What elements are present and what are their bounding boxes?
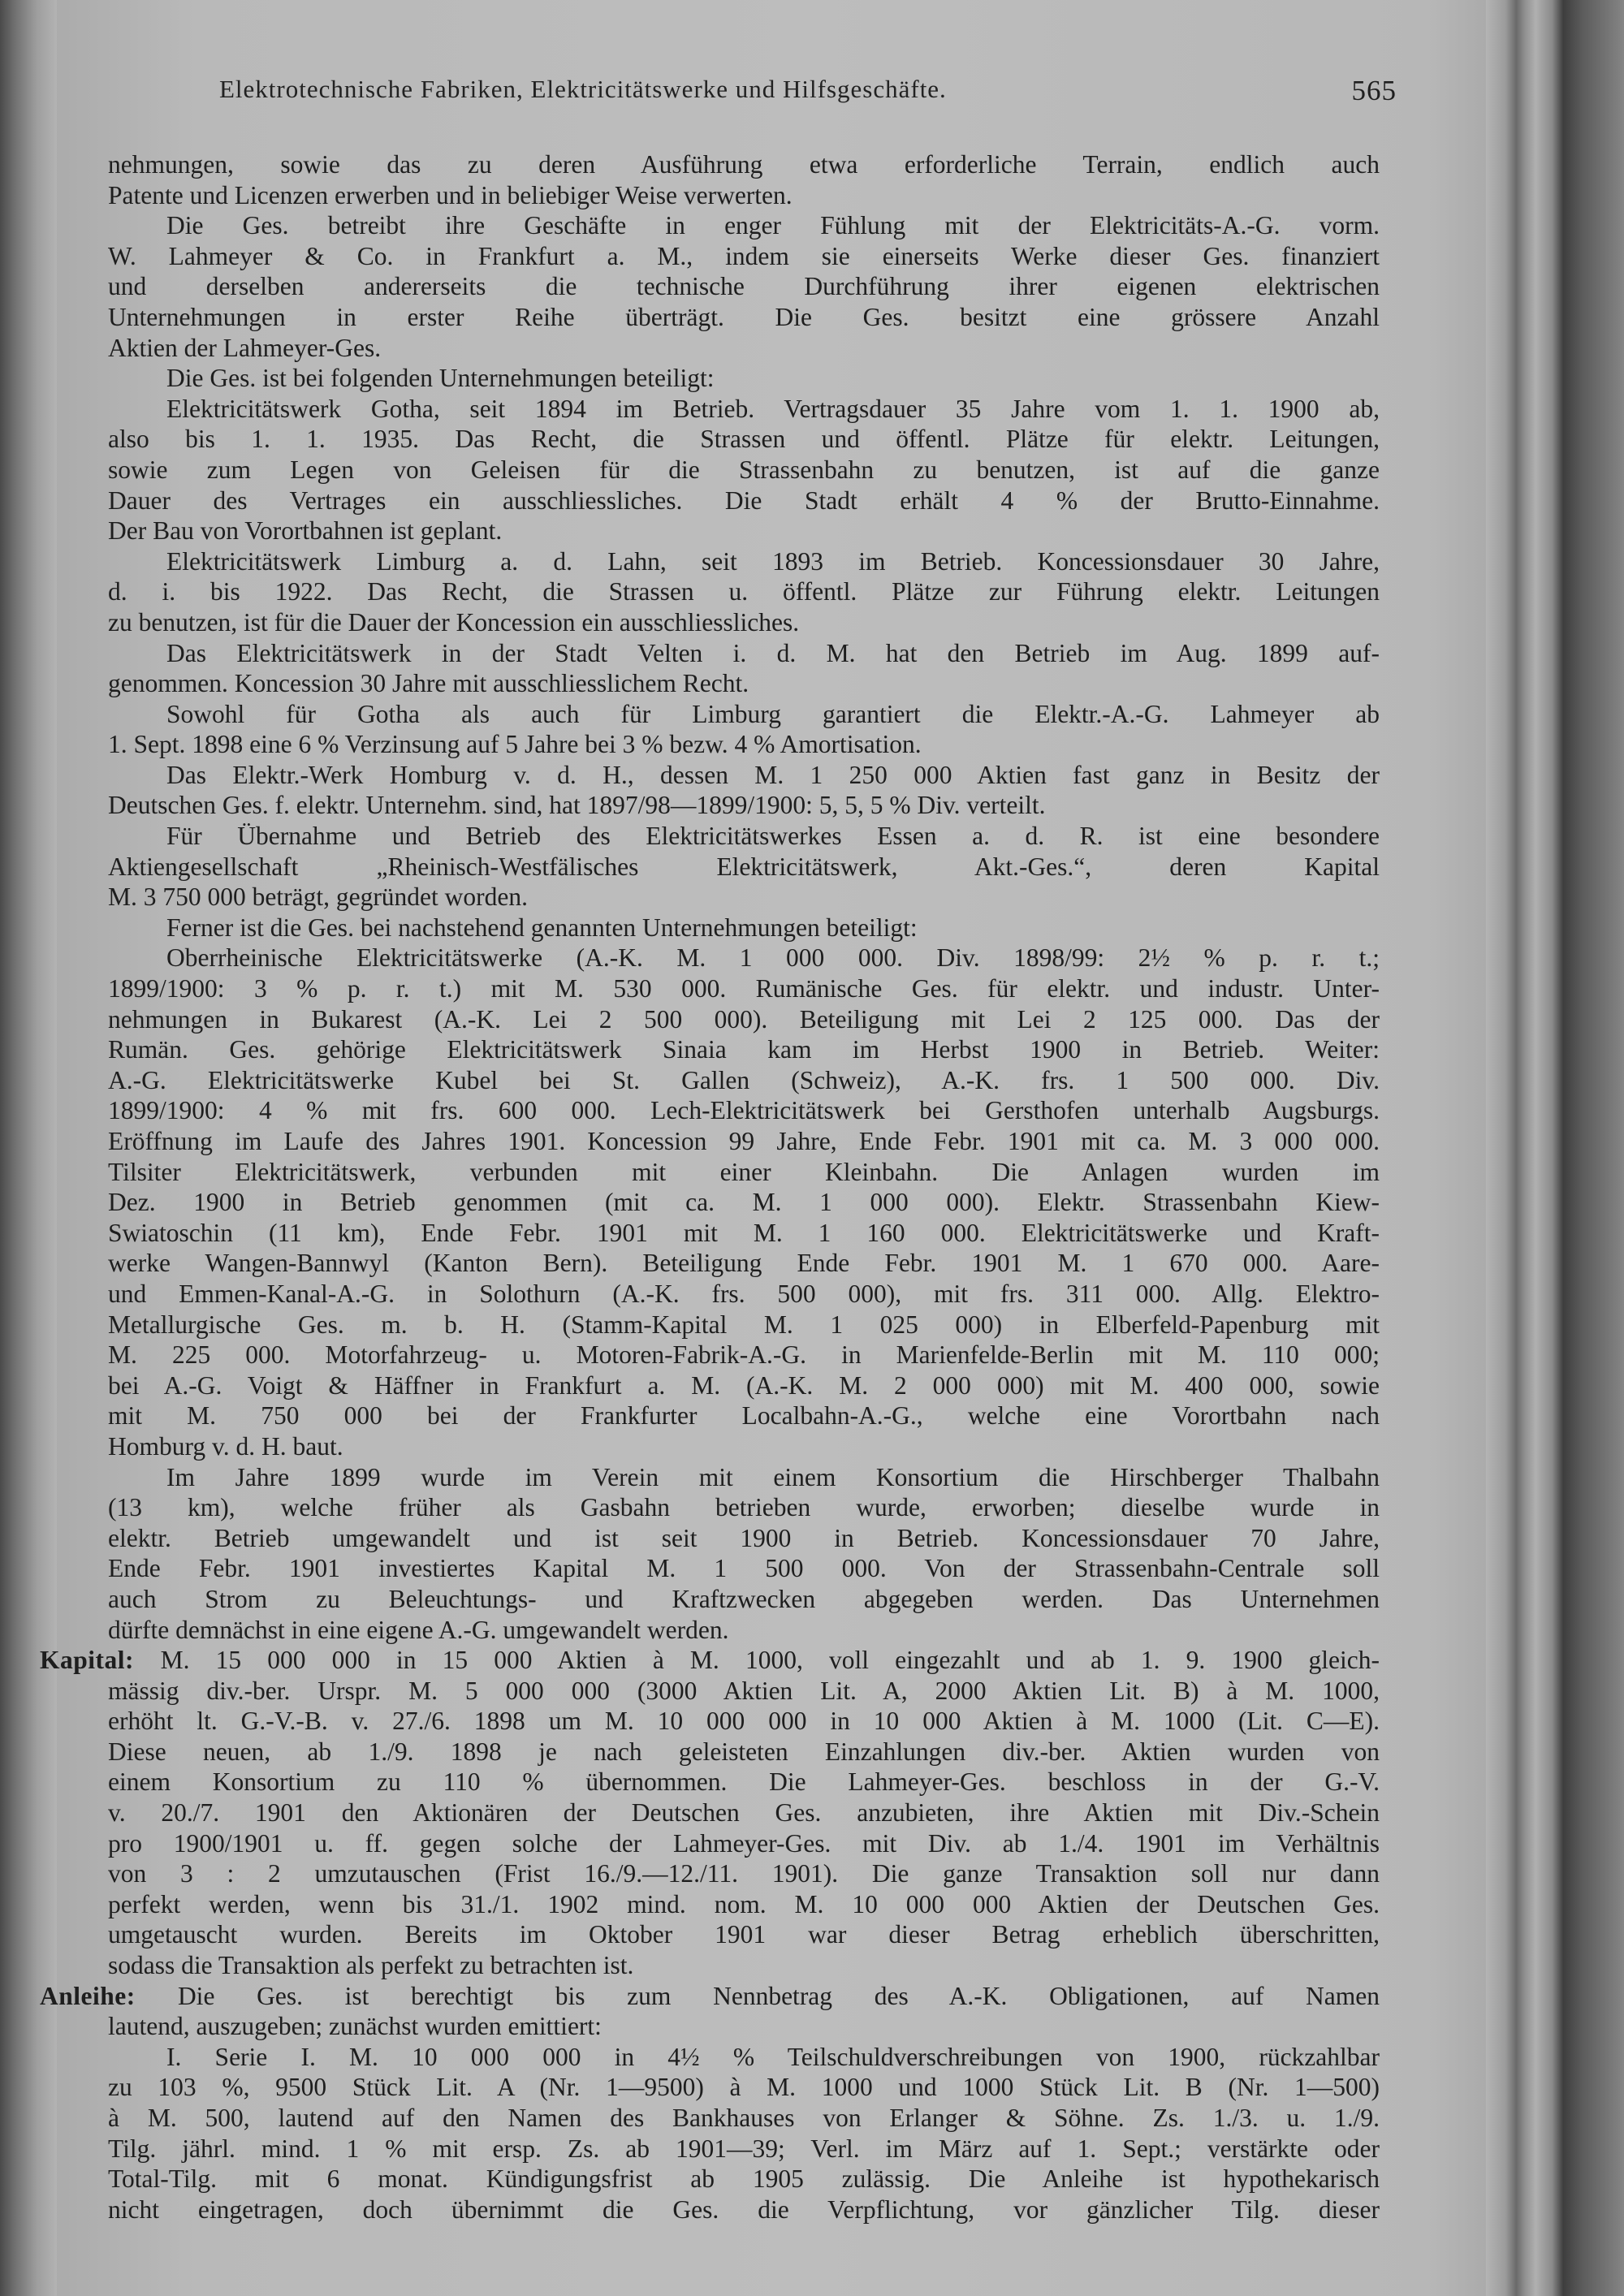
line-text: Dauer des Vertrages ein ausschliessliches. Die Stadt erhält 4 % der Brutto-Einnahme.: [108, 486, 1380, 515]
text-line: [108, 1400, 1380, 1431]
line-text: Patente und Licenzen erwerben und in beliebiger Weise verwerten.: [108, 180, 793, 209]
line-text: Ende Febr. 1901 investiertes Kapital M. 1 500 000. Von der Strassenbahn-Centrale soll: [108, 1554, 1380, 1583]
text-line: [108, 1706, 1380, 1737]
text-line: [108, 882, 1380, 913]
line-text: Für Übernahme und Betrieb des Elektricitätswerkes Essen a. d. R. ist eine besondere: [166, 822, 1380, 851]
line-text: Die Ges. ist bei folgenden Unternehmungen beteiligt:: [166, 364, 715, 393]
line-text: Im Jahre 1899 wurde im Verein mit einem Konsortium die Hirschberger Thalbahn: [166, 1462, 1380, 1491]
line-text: Der Bau von Vorortbahnen ist geplant.: [108, 516, 503, 546]
line-text: und Emmen-Kanal-A.-G. in Solothurn (A.-K. frs. 500 000), mit frs. 311 000. Allg. Elektro-: [108, 1279, 1380, 1308]
line-text: Deutschen Ges. f. elektr. Unternehm. sind, hat 1897/98—1899/1900: 5, 5, 5 % Div. verteilt.: [108, 791, 1046, 820]
line-text: also bis 1. 1. 1935. Das Recht, die Strassen und öffentl. Plätze für elektr. Leitungen,: [108, 425, 1380, 454]
line-text: à M. 500, lautend auf den Namen des Bankhauses von Erlanger & Söhne. Zs. 1./3. u. 1./9.: [108, 2104, 1380, 2132]
line-text: Ferner ist die Ges. bei nachstehend genannten Unternehmungen beteiligt:: [166, 913, 918, 942]
text-line: [108, 180, 1380, 211]
text-line: [108, 1615, 1380, 1646]
text-line: [108, 1767, 1380, 1798]
line-text: Diese neuen, ab 1./9. 1898 je nach geleisteten Einzahlungen div.-ber. Aktien wurden von: [108, 1737, 1380, 1766]
text-line: [108, 576, 1380, 607]
text-line: [108, 699, 1380, 730]
line-text: Das Elektricitätswerk in der Stadt Velten i. d. M. hat den Betrieb im Aug. 1899 auf-: [166, 638, 1380, 667]
line-text: I. Serie I. M. 10 000 000 in 4½ % Teilschuldverschreibungen von 1900, rückzahlbar: [166, 2042, 1380, 2071]
text-line: [108, 913, 1380, 943]
text-line: [108, 1218, 1380, 1249]
text-line: [108, 760, 1380, 791]
left-page-edge: [0, 0, 57, 2296]
line-text: auch Strom zu Beleuchtungs- und Kraftzwecken abgegeben werden. Das Unternehmen: [108, 1584, 1380, 1613]
text-line: [108, 638, 1380, 669]
text-line: [108, 2195, 1380, 2225]
line-text: genommen. Koncession 30 Jahre mit ausschliesslichem Recht.: [108, 669, 749, 698]
line-text: Tilsiter Elektricitätswerk, verbunden mit einer Kleinbahn. Die Anlagen wurden im: [108, 1157, 1380, 1186]
text-line: [108, 1584, 1380, 1615]
text-line: [108, 1950, 1380, 1981]
line-text: Metallurgische Ges. m. b. H. (Stamm-Kapital M. 1 025 000) in Elberfeld-Papenburg mit: [108, 1310, 1380, 1339]
line-text: lautend, auszugeben; zunächst wurden emittiert:: [108, 2012, 602, 2041]
line-text: und derselben andererseits die technische Durchführung ihrer eigenen elektrischen: [108, 272, 1380, 301]
text-line: [108, 1492, 1380, 1523]
text-line: [108, 1431, 1380, 1462]
page-number: 565: [1351, 75, 1397, 106]
line-text: sodass die Transaktion als perfekt zu betrachten ist.: [108, 1951, 634, 1980]
line-text: Das Elektr.-Werk Homburg v. d. H., dessen M. 1 250 000 Aktien fast ganz in Besitz der: [166, 760, 1380, 789]
text-line: [108, 149, 1380, 180]
section-label: Kapital:: [40, 1646, 161, 1675]
text-line: [108, 424, 1380, 455]
line-text: einem Konsortium zu 110 % übernommen. Die Lahmeyer-Ges. beschloss in der G.-V.: [108, 1767, 1380, 1797]
text-line: [108, 2134, 1380, 2164]
text-line: [108, 607, 1380, 638]
line-text: elektr. Betrieb umgewandelt und ist seit 1900 in Betrieb. Koncessionsdauer 70 Jahre,: [108, 1523, 1380, 1552]
line-text: erhöht lt. G.-V.-B. v. 27./6. 1898 um M. 10 000 000 in 10 000 Aktien à M. 1000 (Lit. C—E).: [108, 1707, 1380, 1736]
line-text: Eröffnung im Laufe des Jahres 1901. Koncession 99 Jahre, Ende Febr. 1901 mit ca. M. 3 000 000.: [108, 1127, 1380, 1155]
text-line: [108, 1828, 1380, 1859]
line-text: Sowohl für Gotha als auch für Limburg garantiert die Elektr.-A.-G. Lahmeyer ab: [166, 699, 1380, 728]
body-text: [40, 149, 1380, 2225]
text-line: [108, 1279, 1380, 1310]
line-text: nicht eingetragen, doch übernimmt die Ges. die Verpflichtung, vor gänzlicher Tilg. dieser: [108, 2195, 1380, 2224]
text-line: [108, 1370, 1380, 1401]
text-line: [108, 302, 1380, 333]
text-line: [108, 2042, 1380, 2073]
text-line: [108, 943, 1380, 973]
text-line: [108, 1095, 1380, 1126]
text-line: [108, 1126, 1380, 1157]
text-line: [108, 668, 1380, 699]
text-line: [108, 1034, 1380, 1065]
text-line: [108, 2011, 1380, 2042]
line-text: 1. Sept. 1898 eine 6 % Verzinsung auf 5 Jahre bei 3 % bezw. 4 % Amortisation.: [108, 730, 922, 759]
text-line: [108, 271, 1380, 302]
line-text: Swiatoschin (11 km), Ende Febr. 1901 mit M. 1 160 000. Elektricitätswerke und Kraft-: [108, 1218, 1380, 1247]
line-text: von 3 : 2 umzutauschen (Frist 16./9.—12./11. 1901). Die ganze Transaktion soll nur dann: [108, 1859, 1380, 1888]
text-line: [108, 1737, 1380, 1767]
line-text: (13 km), welche früher als Gasbahn betrieben wurde, erworben; dieselbe wurde in: [108, 1493, 1380, 1522]
line-text: Rumän. Ges. gehörige Elektricitätswerk Sinaia kam im Herbst 1900 in Betrieb. Weiter:: [108, 1035, 1380, 1064]
text-line: [108, 546, 1380, 577]
text-line: [108, 455, 1380, 486]
line-text: Elektricitätswerk Limburg a. d. Lahn, seit 1893 im Betrieb. Koncessionsdauer 30 Jahre,: [166, 546, 1380, 576]
line-text: Aktien der Lahmeyer-Ges.: [108, 333, 382, 362]
section-label: Anleihe:: [40, 1981, 178, 2010]
line-text: perfekt werden, wenn bis 31./1. 1902 mind. nom. M. 10 000 000 Aktien der Deutschen Ges.: [108, 1889, 1380, 1918]
line-text: 1899/1900: 3 % p. r. t.) mit M. 530 000. Rumänische Ges. für elektr. und industr. Unter-: [108, 974, 1380, 1003]
text-line: [108, 2072, 1380, 2103]
text-line: [108, 1004, 1380, 1035]
line-text: Unternehmungen in erster Reihe überträgt. Die Ges. besitzt eine grössere Anzahl: [108, 302, 1380, 331]
line-text: Die Ges. ist berechtigt bis zum Nennbetrag des A.-K. Obligationen, auf Namen: [177, 1981, 1380, 2010]
text-line: [108, 1798, 1380, 1828]
text-line: [108, 363, 1380, 394]
text-line: [108, 729, 1380, 760]
line-text: Dez. 1900 in Betrieb genommen (mit ca. M. 1 000 000). Elektr. Strassenbahn Kiew-: [108, 1188, 1380, 1217]
text-line: [108, 1187, 1380, 1218]
line-text: M. 15 000 000 in 15 000 Aktien à M. 1000, voll eingezahlt und ab 1. 9. 1900 gleich-: [160, 1646, 1380, 1675]
text-line: [108, 1919, 1380, 1950]
line-text: umgetauscht wurden. Bereits im Oktober 1901 war dieser Betrag erheblich überschritten,: [108, 1920, 1380, 1949]
line-text: M. 3 750 000 beträgt, gegründet worden.: [108, 883, 529, 912]
line-text: Oberrheinische Elektricitätswerke (A.-K. M. 1 000 000. Div. 1898/99: 2½ % p. r. t.;: [166, 943, 1380, 973]
text-line: [108, 790, 1380, 821]
text-line: [108, 1889, 1380, 1920]
text-line: [108, 821, 1380, 852]
line-text: sowie zum Legen von Geleisen für die Strassenbahn zu benutzen, ist auf die ganze: [108, 455, 1380, 484]
line-text: mit M. 750 000 bei der Frankfurter Localbahn-A.-G., welche eine Vorortbahn nach: [108, 1401, 1380, 1431]
line-text: mässig div.-ber. Urspr. M. 5 000 000 (3000 Aktien Lit. A, 2000 Aktien Lit. B) à M. 1000,: [108, 1676, 1380, 1705]
line-text: zu benutzen, ist für die Dauer der Koncession ein ausschliessliches.: [108, 607, 800, 637]
line-text: Tilg. jährl. mind. 1 % mit ersp. Zs. ab 1901—39; Verl. im März auf 1. Sept.; verstärkte oder: [108, 2134, 1380, 2163]
running-title: Elektrotechnische Fabriken, Elektricitätswerke und Hilfsgeschäfte.: [219, 75, 947, 103]
text-line: [108, 1676, 1380, 1707]
text-line: [108, 394, 1380, 425]
text-line: [108, 1157, 1380, 1188]
text-line: [108, 241, 1380, 272]
text-line: [108, 1340, 1380, 1370]
line-text: Total-Tilg. mit 6 monat. Kündigungsfrist ab 1905 zulässig. Die Anleihe ist hypothekarisch: [108, 2164, 1380, 2194]
text-line: [108, 1310, 1380, 1340]
text-line: [108, 1858, 1380, 1889]
line-text: Elektricitätswerk Gotha, seit 1894 im Betrieb. Vertragsdauer 35 Jahre vom 1. 1. 1900 ab,: [166, 394, 1380, 423]
text-line: [108, 333, 1380, 364]
line-text: zu 103 %, 9500 Stück Lit. A (Nr. 1—9500) à M. 1000 und 1000 Stück Lit. B (Nr. 1—500): [108, 2073, 1380, 2102]
text-line: [40, 1645, 1380, 1676]
line-text: A.-G. Elektricitätswerke Kubel bei St. Gallen (Schweiz), A.-K. frs. 1 500 000. Div.: [108, 1065, 1380, 1094]
line-text: pro 1900/1901 u. ff. gegen solche der Lahmeyer-Ges. mit Div. ab 1./4. 1901 im Verhältnis: [108, 1828, 1380, 1858]
text-line: [108, 2164, 1380, 2195]
book-binding-gutter: [1486, 0, 1624, 2296]
line-text: bei A.-G. Voigt & Häffner in Frankfurt a. M. (A.-K. M. 2 000 000) mit M. 400 000, sowie: [108, 1370, 1380, 1400]
text-line: [108, 1462, 1380, 1493]
line-text: M. 225 000. Motorfahrzeug- u. Motoren-Fabrik-A.-G. in Marienfelde-Berlin mit M. 110 000;: [108, 1340, 1380, 1370]
text-line: [108, 210, 1380, 241]
text-line: [108, 486, 1380, 516]
line-text: v. 20./7. 1901 den Aktionären der Deutschen Ges. anzubieten, ihre Aktien mit Div.-Schein: [108, 1798, 1380, 1828]
line-text: Aktiengesellschaft „Rheinisch-Westfälisches Elektricitätswerk, Akt.-Ges.“, deren Kapital: [108, 852, 1380, 881]
line-text: d. i. bis 1922. Das Recht, die Strassen u. öffentl. Plätze zur Führung elektr. Leitungen: [108, 577, 1380, 606]
text-line: [40, 1981, 1380, 2012]
text-line: [108, 2103, 1380, 2134]
line-text: nehmungen, sowie das zu deren Ausführung etwa erforderliche Terrain, endlich auch: [108, 150, 1380, 179]
text-line: [108, 1065, 1380, 1096]
text-line: [108, 1248, 1380, 1279]
line-text: nehmungen in Bukarest (A.-K. Lei 2 500 000). Beteiligung mit Lei 2 125 000. Das der: [108, 1004, 1380, 1034]
text-line: [108, 516, 1380, 546]
line-text: 1899/1900: 4 % mit frs. 600 000. Lech-Elektricitätswerk bei Gersthofen unterhalb Augsburgs.: [108, 1096, 1380, 1125]
line-text: dürfte demnächst in eine eigene A.-G. umgewandelt werden.: [108, 1615, 729, 1644]
line-text: Die Ges. betreibt ihre Geschäfte in enger Fühlung mit der Elektricitäts-A.-G. vorm.: [166, 211, 1380, 240]
text-line: [108, 852, 1380, 883]
line-text: W. Lahmeyer & Co. in Frankfurt a. M., indem sie einerseits Werke dieser Ges. finanziert: [108, 241, 1380, 270]
text-line: [108, 1553, 1380, 1584]
text-line: [108, 973, 1380, 1004]
line-text: werke Wangen-Bannwyl (Kanton Bern). Beteiligung Ende Febr. 1901 M. 1 670 000. Aare-: [108, 1249, 1380, 1278]
text-line: [108, 1523, 1380, 1554]
line-text: Homburg v. d. H. baut.: [108, 1431, 343, 1461]
